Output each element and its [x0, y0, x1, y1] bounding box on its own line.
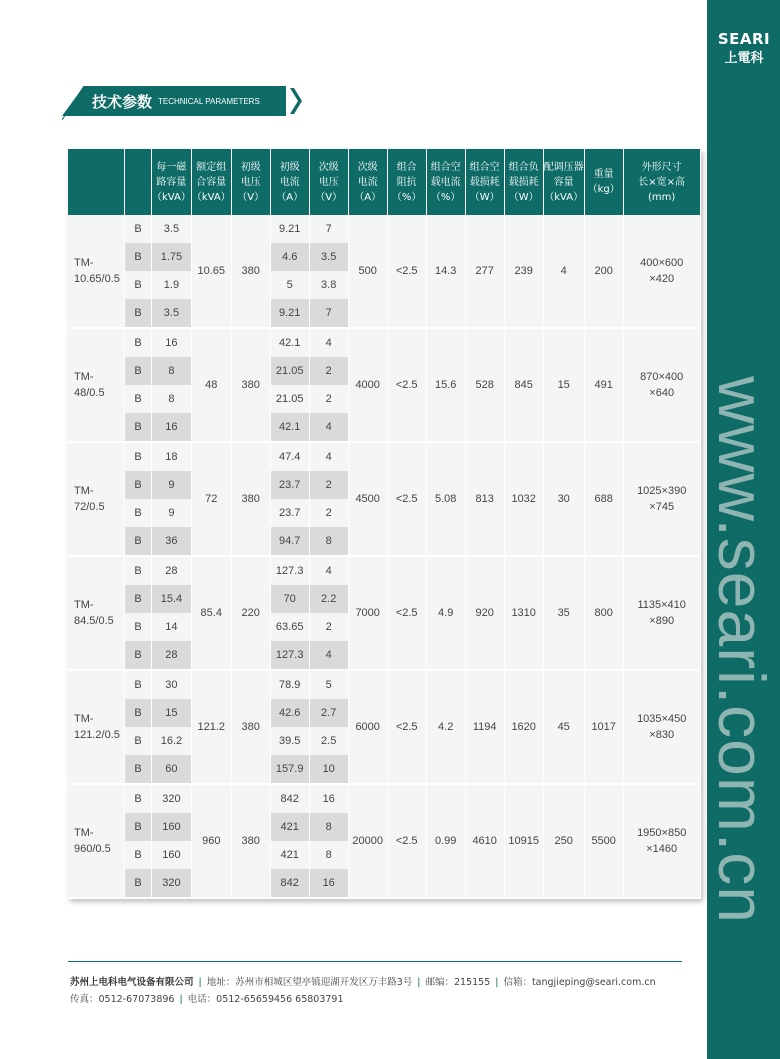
- core-capacity-cell: 9: [152, 471, 192, 499]
- fax: 传真：0512-67073896: [70, 994, 175, 1005]
- secondary-voltage-cell: 16: [310, 785, 349, 813]
- noload-loss-cell: 4610: [466, 785, 505, 899]
- core-capacity-cell: 16: [152, 413, 192, 443]
- column-header-line: 初级: [279, 161, 300, 173]
- secondary-current-cell: 4000: [349, 329, 388, 443]
- primary-voltage-cell: 380: [232, 443, 271, 557]
- model-line: 960/0.5: [74, 843, 111, 855]
- type-cell: B: [125, 357, 152, 385]
- column-header-line: 路容量: [156, 176, 187, 188]
- column-header-line: 电流: [279, 176, 300, 188]
- table-row: [68, 557, 701, 585]
- rated-capacity-cell: 121.2: [192, 671, 232, 785]
- secondary-current-cell: 500: [349, 215, 388, 329]
- column-header: [388, 149, 427, 215]
- noload-current-cell: 4.9: [427, 557, 466, 671]
- rated-capacity-cell: 10.65: [192, 215, 232, 329]
- company-name: 苏州上电科电气设备有限公司: [70, 977, 194, 988]
- type-cell: B: [125, 585, 152, 613]
- type-cell: B: [125, 215, 152, 243]
- column-header: [125, 149, 152, 215]
- noload-loss-cell: 920: [466, 557, 505, 671]
- model-line: 72/0.5: [74, 501, 105, 513]
- core-capacity-cell: 28: [152, 557, 192, 585]
- secondary-voltage-cell: 2.5: [310, 727, 349, 755]
- secondary-voltage-cell: 2: [310, 357, 349, 385]
- model-cell: [68, 557, 125, 671]
- secondary-current-cell: 6000: [349, 671, 388, 785]
- regulator-capacity-cell: 30: [544, 443, 585, 557]
- dimensions-cell: [624, 215, 701, 329]
- core-capacity-cell: 60: [152, 755, 192, 785]
- impedance-cell: <2.5: [388, 443, 427, 557]
- column-header-line: 载电流: [430, 176, 461, 188]
- dimensions-cell: [624, 557, 701, 671]
- model-line: TM-: [74, 371, 94, 383]
- type-cell: B: [125, 499, 152, 527]
- primary-current-cell: 23.7: [271, 499, 310, 527]
- secondary-voltage-cell: 2.7: [310, 699, 349, 727]
- dimensions-line: 1950×850: [637, 827, 687, 839]
- column-header: [68, 149, 125, 215]
- impedance-cell: <2.5: [388, 329, 427, 443]
- core-capacity-cell: 36: [152, 527, 192, 557]
- secondary-voltage-cell: 2: [310, 499, 349, 527]
- secondary-voltage-cell: 10: [310, 755, 349, 785]
- table-body: [68, 215, 701, 899]
- column-header-line: 组合空: [430, 161, 461, 173]
- type-cell: B: [125, 413, 152, 443]
- column-header-line: （W）: [469, 191, 500, 203]
- dimensions-line: ×420: [649, 273, 675, 285]
- column-header-line: （A）: [276, 191, 304, 203]
- primary-current-cell: 42.6: [271, 699, 310, 727]
- weight-cell: 491: [585, 329, 624, 443]
- column-header-line: （kVA）: [152, 191, 191, 203]
- column-header-line: 初级: [240, 161, 261, 173]
- dimensions-line: 1035×450: [637, 713, 687, 725]
- model-line: TM-: [74, 713, 94, 725]
- secondary-voltage-cell: 2: [310, 471, 349, 499]
- column-header-line: 组合: [396, 161, 417, 173]
- section-banner: [62, 86, 302, 118]
- primary-current-cell: 842: [271, 869, 310, 899]
- phone: 电话：0512-65659456 65803791: [187, 994, 344, 1005]
- model-line: TM-: [74, 257, 94, 269]
- dimensions-line: ×640: [649, 387, 675, 399]
- technical-parameters-table: [68, 149, 701, 899]
- primary-current-cell: 39.5: [271, 727, 310, 755]
- column-header: [271, 149, 310, 215]
- secondary-voltage-cell: 4: [310, 413, 349, 443]
- secondary-voltage-cell: 3.5: [310, 243, 349, 271]
- core-capacity-cell: 15: [152, 699, 192, 727]
- secondary-voltage-cell: 16: [310, 869, 349, 899]
- weight-cell: 200: [585, 215, 624, 329]
- model-line: 10.65/0.5: [74, 273, 120, 285]
- primary-current-cell: 5: [271, 271, 310, 299]
- core-capacity-cell: 28: [152, 641, 192, 671]
- secondary-voltage-cell: 4: [310, 641, 349, 671]
- core-capacity-cell: 1.75: [152, 243, 192, 271]
- postcode: 邮编：215155: [425, 977, 491, 988]
- secondary-voltage-cell: 2.2: [310, 585, 349, 613]
- primary-current-cell: 70: [271, 585, 310, 613]
- load-loss-cell: 1620: [505, 671, 544, 785]
- load-loss-cell: 1310: [505, 557, 544, 671]
- core-capacity-cell: 9: [152, 499, 192, 527]
- type-cell: B: [125, 471, 152, 499]
- column-header-line: 次级: [318, 161, 339, 173]
- model-cell: [68, 329, 125, 443]
- column-header-line: 额定组: [196, 161, 227, 173]
- column-header-line: （V）: [237, 191, 265, 203]
- dimensions-line: 870×400: [640, 371, 684, 383]
- vertical-website-url: www.seari.com.cn: [705, 376, 779, 924]
- core-capacity-cell: 320: [152, 869, 192, 899]
- weight-cell: 1017: [585, 671, 624, 785]
- column-header: [624, 149, 701, 215]
- primary-voltage-cell: 380: [232, 215, 271, 329]
- table-row: [68, 215, 701, 243]
- column-header-line: （kVA）: [191, 191, 231, 203]
- secondary-voltage-cell: 8: [310, 527, 349, 557]
- core-capacity-cell: 160: [152, 813, 192, 841]
- model-line: TM-: [74, 827, 94, 839]
- noload-loss-cell: 277: [466, 215, 505, 329]
- column-header: [192, 149, 232, 215]
- column-header-line: 载损耗: [508, 176, 539, 188]
- column-header-line: 电流: [357, 176, 378, 188]
- noload-current-cell: 4.2: [427, 671, 466, 785]
- email: 信箱：tangjieping@seari.com.cn: [503, 977, 656, 988]
- column-header-line: 组合负: [508, 161, 539, 173]
- type-cell: B: [125, 299, 152, 329]
- footer-divider: [68, 961, 682, 962]
- type-cell: B: [125, 641, 152, 671]
- dimensions-line: ×745: [649, 501, 675, 513]
- type-cell: B: [125, 813, 152, 841]
- secondary-voltage-cell: 2: [310, 613, 349, 641]
- noload-current-cell: 5.08: [427, 443, 466, 557]
- primary-current-cell: 157.9: [271, 755, 310, 785]
- type-cell: B: [125, 671, 152, 699]
- regulator-capacity-cell: 250: [544, 785, 585, 899]
- address: 地址：苏州市相城区望亭镇迎湖开发区万丰路3号: [206, 977, 413, 988]
- impedance-cell: <2.5: [388, 785, 427, 899]
- primary-current-cell: 842: [271, 785, 310, 813]
- secondary-voltage-cell: 3.8: [310, 271, 349, 299]
- core-capacity-cell: 3.5: [152, 299, 192, 329]
- load-loss-cell: 239: [505, 215, 544, 329]
- core-capacity-cell: 18: [152, 443, 192, 471]
- weight-cell: 688: [585, 443, 624, 557]
- column-header-line: 组合空: [469, 161, 500, 173]
- primary-current-cell: 4.6: [271, 243, 310, 271]
- noload-current-cell: 15.6: [427, 329, 466, 443]
- table-row: [68, 671, 701, 699]
- dimensions-line: ×890: [649, 615, 675, 627]
- logo-subtext: 上電科: [724, 51, 764, 66]
- type-cell: B: [125, 699, 152, 727]
- primary-current-cell: 42.1: [271, 329, 310, 357]
- table-row: [68, 329, 701, 357]
- secondary-voltage-cell: 2: [310, 385, 349, 413]
- section-subtitle: TECHNICAL PARAMETERS: [158, 97, 260, 106]
- core-capacity-cell: 8: [152, 385, 192, 413]
- dimensions-cell: [624, 329, 701, 443]
- model-cell: [68, 671, 125, 785]
- core-capacity-cell: 16: [152, 329, 192, 357]
- secondary-voltage-cell: 4: [310, 329, 349, 357]
- secondary-current-cell: 20000: [349, 785, 388, 899]
- column-header: [544, 149, 585, 215]
- core-capacity-cell: 320: [152, 785, 192, 813]
- table-header-row: [68, 149, 701, 215]
- noload-current-cell: 0.99: [427, 785, 466, 899]
- column-header-line: 容量: [553, 176, 574, 188]
- primary-current-cell: 94.7: [271, 527, 310, 557]
- type-cell: B: [125, 869, 152, 899]
- dimensions-line: 400×600: [640, 257, 684, 269]
- load-loss-cell: 10915: [505, 785, 544, 899]
- primary-current-cell: 127.3: [271, 557, 310, 585]
- primary-current-cell: 47.4: [271, 443, 310, 471]
- secondary-voltage-cell: 7: [310, 299, 349, 329]
- dimensions-cell: [624, 671, 701, 785]
- primary-current-cell: 9.21: [271, 215, 310, 243]
- footer: [70, 974, 656, 1008]
- type-cell: B: [125, 557, 152, 585]
- column-header: [349, 149, 388, 215]
- core-capacity-cell: 1.9: [152, 271, 192, 299]
- column-header-line: （W）: [508, 191, 539, 203]
- column-header-line: （kVA）: [544, 191, 584, 203]
- footer-line-2: 传真：0512-67073896 | 电话：0512-65659456 65803791: [70, 994, 344, 1005]
- model-line: TM-: [74, 485, 94, 497]
- column-header-line: （A）: [354, 191, 382, 203]
- core-capacity-cell: 16.2: [152, 727, 192, 755]
- impedance-cell: <2.5: [388, 215, 427, 329]
- noload-loss-cell: 528: [466, 329, 505, 443]
- column-header-line: 外形尺寸: [641, 161, 682, 173]
- column-header-line: 长×宽×高: [638, 176, 686, 188]
- type-cell: B: [125, 385, 152, 413]
- secondary-voltage-cell: 5: [310, 671, 349, 699]
- load-loss-cell: 1032: [505, 443, 544, 557]
- regulator-capacity-cell: 15: [544, 329, 585, 443]
- column-header-line: 每一磁: [156, 161, 187, 173]
- column-header-line: 电压: [318, 176, 339, 188]
- logo-text: SEARI: [717, 30, 771, 48]
- primary-current-cell: 78.9: [271, 671, 310, 699]
- column-header: [232, 149, 271, 215]
- type-cell: B: [125, 243, 152, 271]
- brand-logo: [712, 30, 776, 66]
- rated-capacity-cell: 72: [192, 443, 232, 557]
- dimensions-line: 1135×410: [637, 599, 686, 611]
- primary-current-cell: 127.3: [271, 641, 310, 671]
- column-header: [505, 149, 544, 215]
- primary-current-cell: 21.05: [271, 357, 310, 385]
- section-title: 技术参数: [92, 93, 153, 111]
- rated-capacity-cell: 85.4: [192, 557, 232, 671]
- regulator-capacity-cell: 35: [544, 557, 585, 671]
- noload-loss-cell: 813: [466, 443, 505, 557]
- primary-voltage-cell: 220: [232, 557, 271, 671]
- column-header-line: 配调压器: [543, 161, 584, 173]
- column-header-line: （V）: [315, 191, 343, 203]
- model-cell: [68, 443, 125, 557]
- column-header: [585, 149, 624, 215]
- primary-voltage-cell: 380: [232, 785, 271, 899]
- column-header-line: 载损耗: [469, 176, 500, 188]
- model-cell: [68, 785, 125, 899]
- core-capacity-cell: 3.5: [152, 215, 192, 243]
- core-capacity-cell: 160: [152, 841, 192, 869]
- secondary-current-cell: 7000: [349, 557, 388, 671]
- type-cell: B: [125, 727, 152, 755]
- column-header-line: 次级: [357, 161, 378, 173]
- primary-current-cell: 421: [271, 813, 310, 841]
- column-header-line: 合容量: [196, 176, 227, 188]
- primary-current-cell: 23.7: [271, 471, 310, 499]
- type-cell: B: [125, 613, 152, 641]
- rated-capacity-cell: 960: [192, 785, 232, 899]
- noload-loss-cell: 1194: [466, 671, 505, 785]
- core-capacity-cell: 30: [152, 671, 192, 699]
- column-header-line: 阻抗: [396, 176, 417, 188]
- dimensions-line: ×1460: [646, 843, 678, 855]
- column-header-line: 电压: [240, 176, 261, 188]
- column-header: [152, 149, 192, 215]
- model-line: 84.5/0.5: [74, 615, 114, 627]
- column-header-line: (mm): [648, 191, 676, 203]
- secondary-voltage-cell: 4: [310, 557, 349, 585]
- weight-cell: 5500: [585, 785, 624, 899]
- regulator-capacity-cell: 4: [544, 215, 585, 329]
- primary-voltage-cell: 380: [232, 329, 271, 443]
- column-header: [427, 149, 466, 215]
- dimensions-cell: [624, 443, 701, 557]
- load-loss-cell: 845: [505, 329, 544, 443]
- type-cell: B: [125, 527, 152, 557]
- primary-current-cell: 421: [271, 841, 310, 869]
- column-header-line: （%）: [430, 191, 461, 203]
- weight-cell: 800: [585, 557, 624, 671]
- rated-capacity-cell: 48: [192, 329, 232, 443]
- dimensions-line: 1025×390: [637, 485, 687, 497]
- secondary-voltage-cell: 7: [310, 215, 349, 243]
- core-capacity-cell: 15.4: [152, 585, 192, 613]
- model-line: 48/0.5: [74, 387, 105, 399]
- dimensions-cell: [624, 785, 701, 899]
- type-cell: B: [125, 841, 152, 869]
- noload-current-cell: 14.3: [427, 215, 466, 329]
- table-row: [68, 443, 701, 471]
- secondary-voltage-cell: 4: [310, 443, 349, 471]
- column-header-line: 重量: [593, 169, 614, 180]
- column-header: [466, 149, 505, 215]
- secondary-voltage-cell: 8: [310, 813, 349, 841]
- type-cell: B: [125, 755, 152, 785]
- column-header-line: （kg）: [587, 184, 620, 195]
- dimensions-line: ×830: [649, 729, 675, 741]
- model-line: TM-: [74, 599, 94, 611]
- primary-current-cell: 9.21: [271, 299, 310, 329]
- primary-current-cell: 42.1: [271, 413, 310, 443]
- impedance-cell: <2.5: [388, 557, 427, 671]
- model-cell: [68, 215, 125, 329]
- secondary-voltage-cell: 8: [310, 841, 349, 869]
- model-line: 121.2/0.5: [74, 729, 120, 741]
- core-capacity-cell: 8: [152, 357, 192, 385]
- type-cell: B: [125, 785, 152, 813]
- type-cell: B: [125, 329, 152, 357]
- regulator-capacity-cell: 45: [544, 671, 585, 785]
- footer-line-1: 苏州上电科电气设备有限公司 | 地址：苏州市相城区望亭镇迎湖开发区万丰路3号 | 邮编：215155 | 信箱：tangjieping@seari.com.cn: [70, 977, 656, 988]
- primary-voltage-cell: 380: [232, 671, 271, 785]
- column-header: [310, 149, 349, 215]
- type-cell: B: [125, 443, 152, 471]
- core-capacity-cell: 14: [152, 613, 192, 641]
- primary-current-cell: 21.05: [271, 385, 310, 413]
- impedance-cell: <2.5: [388, 671, 427, 785]
- type-cell: B: [125, 271, 152, 299]
- column-header-line: （%）: [391, 191, 422, 203]
- primary-current-cell: 63.65: [271, 613, 310, 641]
- table-row: [68, 785, 701, 813]
- secondary-current-cell: 4500: [349, 443, 388, 557]
